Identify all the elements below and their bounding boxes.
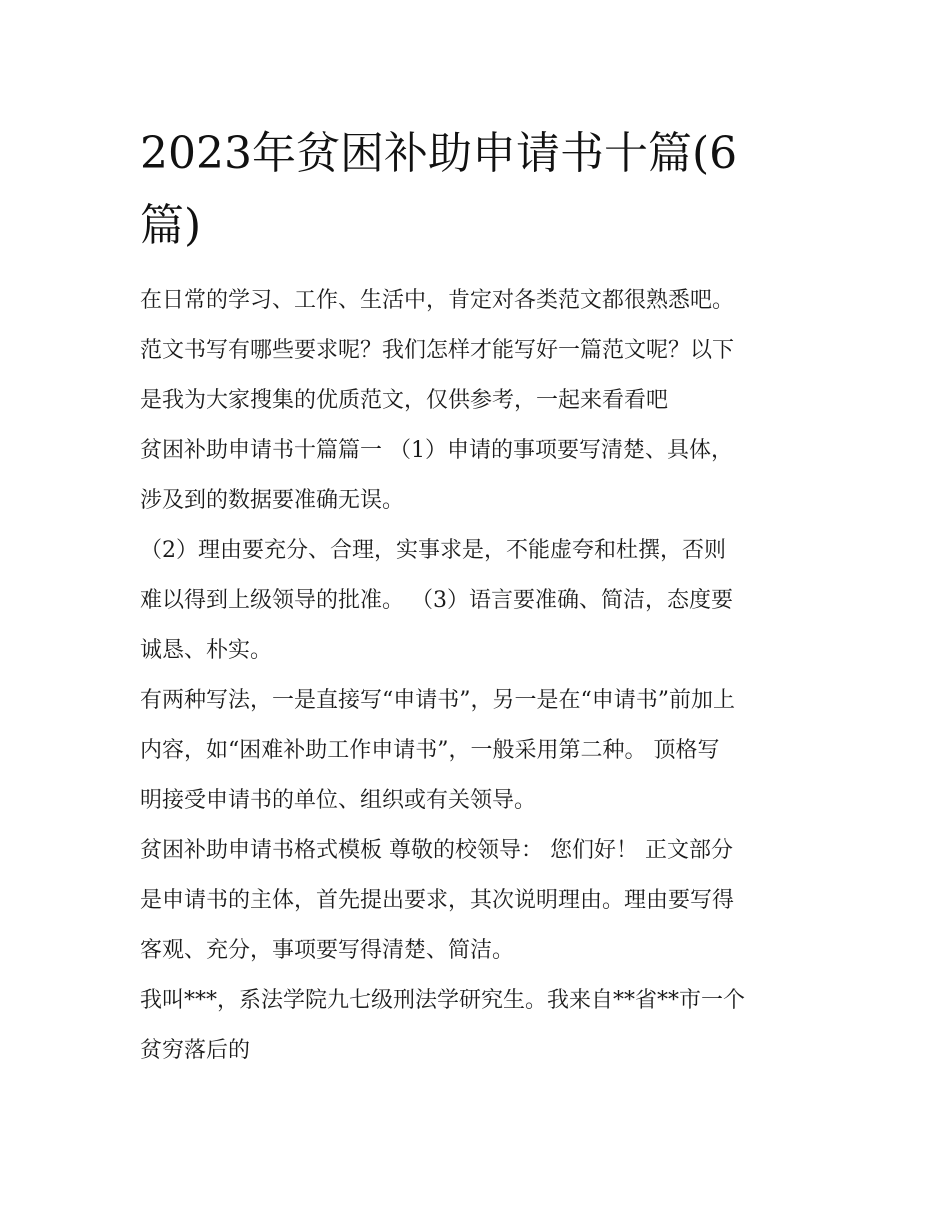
- body-line: （2）理由要充分、合理，实事求是，不能虚夸和杜撰，否则: [140, 538, 726, 563]
- body-line: 在日常的学习、工作、生活中，肯定对各类范文都很熟悉吧。: [140, 288, 735, 313]
- body-line: 是我为大家搜集的优质范文，仅供参考，一起来看看吧: [140, 388, 669, 413]
- body-line: 范文书写有哪些要求呢？我们怎样才能写好一篇范文呢？以下: [140, 338, 735, 363]
- body-line: 我叫***，系法学院九七级刑法学研究生。我来自**省**市一个: [140, 988, 746, 1013]
- body-line: 是申请书的主体，首先提出要求，其次说明理由。理由要写得: [140, 888, 735, 913]
- body-line: 难以得到上级领导的批准。 （3）语言要准确、简洁，态度要: [140, 588, 733, 613]
- body-line: 有两种写法，一是直接写“申请书”，另一是在“申请书”前加上: [140, 688, 735, 713]
- body-line: 贫困补助申请书格式模板 尊敬的校领导： 您们好！ 正文部分: [140, 838, 733, 863]
- document-body: [140, 276, 820, 1076]
- body-line: 内容，如“困难补助工作申请书”，一般采用第二种。 顶格写: [140, 738, 720, 763]
- title-line-2: 篇): [140, 200, 202, 251]
- body-line: 贫穷落后的: [140, 1038, 251, 1063]
- body-line: 客观、充分，事项要写得清楚、简洁。: [140, 938, 515, 963]
- body-line: 涉及到的数据要准确无误。: [140, 488, 405, 513]
- document-title: [140, 118, 820, 262]
- title-line-1: 2023年贫困补助申请书十篇(6: [140, 128, 738, 179]
- body-line: 贫困补助申请书十篇篇一 （1）申请的事项要写清楚、具体，: [140, 438, 733, 463]
- body-line: 明接受申请书的单位、组织或有关领导。: [140, 788, 537, 813]
- body-line: 诚恳、朴实。: [140, 638, 273, 663]
